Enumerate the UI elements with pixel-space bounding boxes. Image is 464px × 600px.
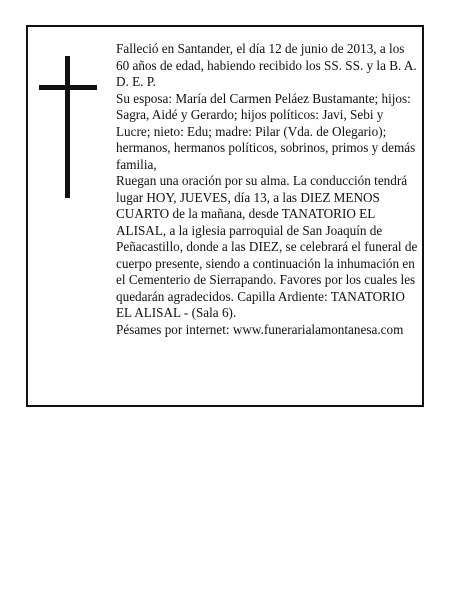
cross-horizontal-bar: [39, 85, 97, 90]
death-notice-paragraph: Falleció en Santander, el día 12 de junio de 2013, a los 60 años de edad, habiendo recibido los SS. SS. y la B. A.: [116, 41, 417, 73]
service-paragraph: Ruegan una oración por su alma. La conducción tendrá lugar HOY, JUEVES, día 13, a las DIEZ MENOS CUARTO de la mañana, desde TANATORIO EL ALISAL, a la iglesia parroquial de San Joaquín de Peñacastillo, donde a las DIEZ, se celebrará el funeral de cuerpo presente, siendo a continuación la inhumación en el Cementerio de Sierrapando. Favores por los cuales les quedarán agradecidos. Capilla Ardiente: TANATORIO EL ALISAL - (Sala 6).: [116, 173, 418, 320]
cross-vertical-bar: [65, 56, 70, 198]
obituary-notice: [26, 25, 424, 407]
latin-cross-icon: [39, 56, 97, 198]
condolences-line: Pésames por internet: www.funerarialamontanesa.com: [116, 321, 404, 337]
rip-line: D. E. P.: [116, 74, 156, 89]
obituary-text: [116, 41, 419, 338]
family-paragraph: Su esposa: María del Carmen Peláez Bustamante; hijos: Sagra, Aidé y Gerardo; hijos políticos: Javi, Sebi y Lucre; nieto: Edu; madre: Pilar (Vda. de Olegario); hermanos, hermanos políticos, sobrinos, primos y demás familia,: [116, 90, 416, 172]
